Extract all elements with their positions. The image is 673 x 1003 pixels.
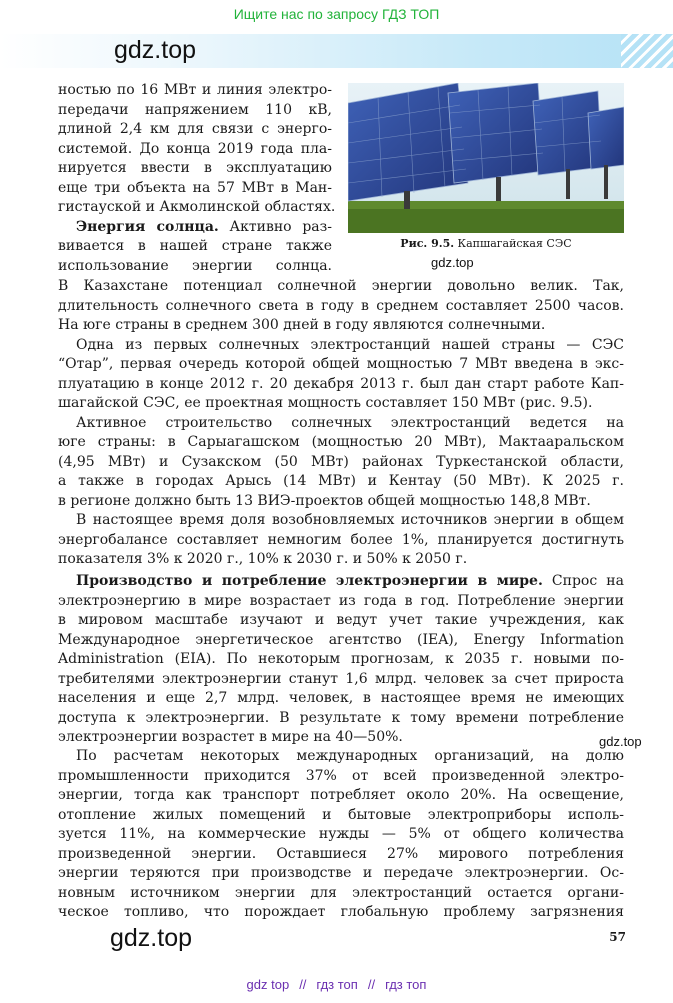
intro-line: передачи напряжением 110 кВ, bbox=[58, 101, 332, 118]
solar-line-rest: Активно раз- bbox=[218, 218, 332, 235]
text-line: зуется 11%, на коммерческие нужды — 5% от общего количества bbox=[58, 826, 624, 842]
text-line: Administration (EIA). По некоторым прогнозам, к 2035 г. новыми по- bbox=[58, 651, 624, 667]
solar-heading: Энергия солнца. bbox=[76, 218, 219, 235]
bottom-link-2[interactable]: гдз топ bbox=[316, 977, 358, 992]
text-line: в регионе должно быть 13 ВИЭ-проектов общей мощностью 148,8 МВт. bbox=[58, 492, 591, 509]
figure-label: Рис. 9.5. bbox=[400, 237, 455, 250]
production-line-rest: Спрос на bbox=[542, 573, 624, 589]
text-line: электроэнергию в мире возрастает из года в год. Потребление энергии bbox=[58, 592, 624, 609]
text-line: промышленности приходится 37% от всей произведенной электро- bbox=[58, 767, 624, 784]
page-number: 57 bbox=[609, 930, 626, 944]
production-paragraph-first-line bbox=[76, 571, 624, 591]
text-line: ческое топливо, что порождает глобальную проблему загрязнения bbox=[58, 904, 624, 920]
text-line: в мировом масштабе изучают и ведут учет такие учреждения, как bbox=[58, 612, 624, 628]
separator-2: // bbox=[367, 977, 376, 992]
text-line: населения и еще 2,7 млрд. человек, в настоящее время не имеющих bbox=[58, 690, 624, 706]
text-line: Международное энергетическое агентство (IEA), Energy Information bbox=[58, 631, 624, 648]
header-banner bbox=[0, 34, 673, 68]
separator-1: // bbox=[299, 977, 307, 992]
intro-line: системой. До конца 2019 года пла- bbox=[58, 140, 332, 157]
text-line: В Казахстане потенциал солнечной энергии довольно велик. Так, bbox=[58, 278, 624, 294]
figure-caption bbox=[348, 237, 624, 250]
solar-line: вивается в нашей стране также bbox=[58, 238, 332, 254]
solar-plant-photo bbox=[348, 83, 624, 233]
solar-paragraph-first-line bbox=[58, 217, 332, 237]
text-line: длительность солнечного света в году в среднем составляет 2500 часов. bbox=[58, 297, 624, 314]
text-line: В настоящее время доля возобновляемых источников энергии в общем bbox=[76, 512, 624, 528]
solar-line: использование энергии солнца. bbox=[58, 257, 332, 274]
text-line: энергии, тогда как транспорт потребляет около 20%. На освещение, bbox=[58, 787, 624, 803]
site-logo[interactable]: gdz.top bbox=[114, 36, 197, 64]
text-line: “Отар”, первая очередь которой общей мощностью 7 МВт введена в экс- bbox=[58, 356, 624, 372]
intro-line: гистауской и Акмолинской областях. bbox=[58, 199, 336, 215]
text-line: По расчетам некоторых международных организаций, на долю bbox=[76, 748, 624, 764]
production-heading: Производство и потребление электроэнергии в мире. bbox=[76, 573, 543, 589]
text-line: юге страны: в Сарыагашском (мощностью 20 МВт), Мактааральском bbox=[58, 434, 624, 450]
watermark-logo-bottom: gdz.top bbox=[110, 924, 193, 952]
text-line: отопление жилых помещений и бытовые электроприборы исполь- bbox=[58, 806, 624, 823]
text-line: показателя 3% к 2020 г., 10% к 2030 г. и 50% к 2050 г. bbox=[58, 551, 468, 567]
banner-stripes bbox=[621, 34, 673, 68]
intro-line: еще три объекта на 57 МВт в Ман- bbox=[58, 179, 332, 196]
intro-line: длиной 2,4 км для связи с энерго- bbox=[58, 121, 332, 137]
text-line: а также в городах Арысь (14 МВт) и Кентау (50 МВт). К 2025 г. bbox=[58, 473, 624, 489]
text-line: шагайской СЭС, ее проектная мощность составляет 150 МВт (рис. 9.5). bbox=[58, 395, 593, 411]
text-line: Активное строительство солнечных электростанций ведется на bbox=[76, 414, 624, 431]
text-line: требителями электроэнергии станут 1,6 млрд. человек за счет прироста bbox=[58, 670, 624, 687]
text-line: энергии теряются при производстве и передаче электроэнергии. Ос- bbox=[58, 865, 624, 881]
bottom-links bbox=[0, 977, 673, 992]
text-line: произведенной энергии. Оставшиеся 27% мирового потребления bbox=[58, 845, 624, 862]
text-line: плуатацию в конце 2012 г. 20 декабря 2013 г. был дан старт работе Кап- bbox=[58, 375, 624, 392]
text-line: (4,95 МВт) и Сузакском (50 МВт) районах Туркестанской области, bbox=[58, 453, 624, 470]
watermark-1: gdz.top bbox=[431, 255, 474, 270]
intro-line: нируется ввести в эксплуатацию bbox=[58, 160, 332, 176]
text-line: электроэнергии возрастет в мире на 40—50%. bbox=[58, 729, 403, 745]
text-line: Одна из первых солнечных электростанций нашей страны — СЭС bbox=[76, 336, 624, 353]
watermark-2: gdz.top bbox=[599, 734, 642, 749]
top-search-link[interactable]: Ищите нас по запросу ГДЗ ТОП bbox=[233, 6, 440, 22]
bottom-link-1[interactable]: gdz top bbox=[246, 977, 290, 992]
figure-caption-text: Капшагайская СЭС bbox=[454, 237, 572, 250]
bottom-link-3[interactable]: гдз топ bbox=[385, 977, 427, 992]
text-line: На юге страны в среднем 300 дней в году являются солнечными. bbox=[58, 317, 546, 333]
intro-line: ностью по 16 МВт и линия электро- bbox=[58, 82, 332, 98]
text-line: новным источником энергии для электростанций остается органи- bbox=[58, 884, 624, 901]
text-line: энергобалансе составляет немногим более 1%, планируется достигнуть bbox=[58, 531, 624, 548]
text-line: доступа к электроэнергии. В результате к тому времени потребление bbox=[58, 709, 624, 726]
